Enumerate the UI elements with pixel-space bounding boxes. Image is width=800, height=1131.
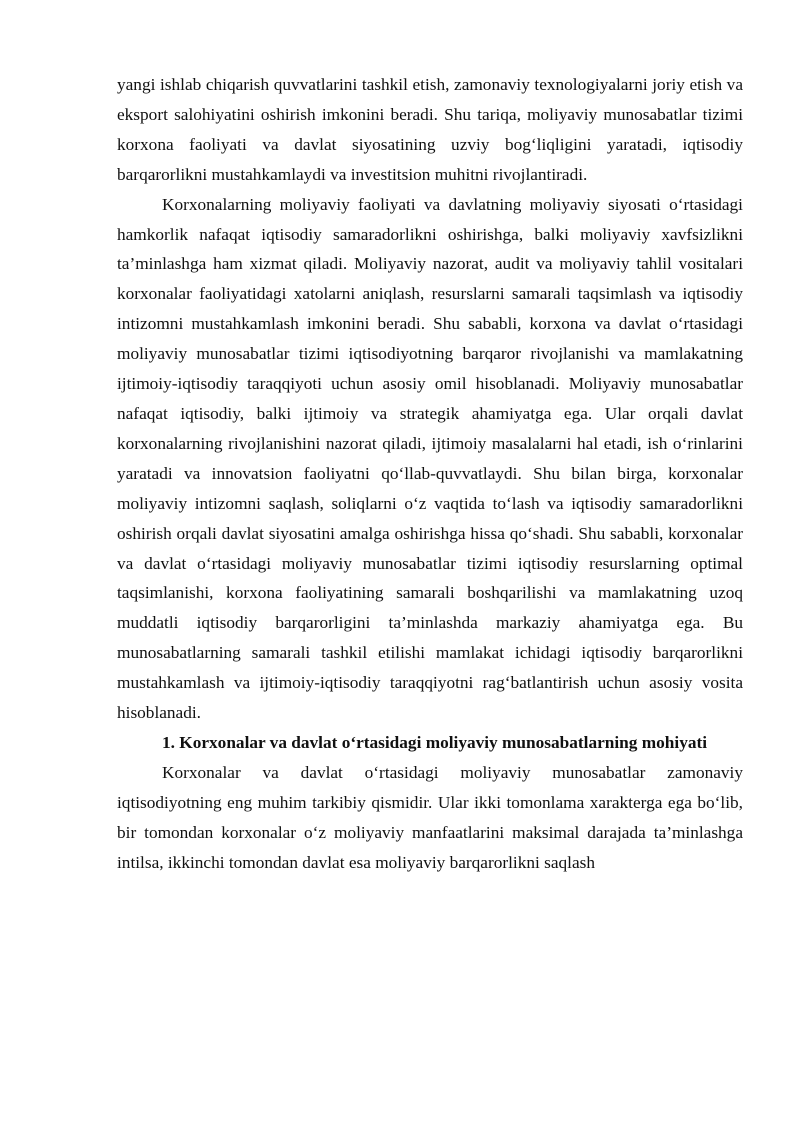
- paragraph-essence: Korxonalar va davlat o‘rtasidagi moliyaviy munosabatlar zamonaviy iqtisodiyotning eng muhim tarkibiy qismidir. Ular ikki tomonlama xarakterga ega bo‘lib, bir tomondan korxonalar o‘z moliyaviy manfaatlarini maksimal darajada ta’minlashga intilsa, ikkinchi tomondan davlat esa moliyaviy barqarorlikni saqlash: [117, 762, 743, 872]
- paragraph-continuation: yangi ishlab chiqarish quvvatlarini tashkil etish, zamonaviy texnologiyalarni joriy etish va eksport salohiyatini oshirish imkonini beradi. Shu tariqa, moliyaviy munosabatlar tizimi korxona faoliyati va davlat siyosatining uzviy bog‘liqligini yaratadi, iqtisodiy barqarorlikni mustahkamlaydi va investitsion muhitni rivojlantiradi.: [117, 75, 743, 184]
- paragraph-cooperation: Korxonalarning moliyaviy faoliyati va davlatning moliyaviy siyosati o‘rtasidagi hamkorlik nafaqat iqtisodiy samaradorlikni oshirishga, balki moliyaviy xavfsizlikni ta’minlashga ham xizmat qiladi. Moliyaviy nazorat, audit va moliyaviy tahlil vositalari korxonalar faoliyatidagi xatolarni aniqlash, resurslarni samarali taqsimlash va iqtisodiy intizomni mustahkamlash imkonini beradi. Shu sababli, korxona va davlat o‘rtasidagi moliyaviy munosabatlar tizimi iqtisodiyotning barqaror rivojlanishi va mamlakatning ijtimoiy-iqtisodiy taraqqiyoti uchun asosiy omil hisoblanadi. Moliyaviy munosabatlar nafaqat iqtisodiy, balki ijtimoiy va strategik ahamiyatga ega. Ular orqali davlat korxonalarning rivojlanishini nazorat qiladi, ijtimoiy masalalarni hal etadi, ish o‘rinlarini yaratadi va innovatsion faoliyatni qo‘llab-quvvatlaydi. Shu bilan birga, korxonalar moliyaviy intizomni saqlash, soliqlarni o‘z vaqtida to‘lash va iqtisodiy samaradorlikni oshirish orqali davlat siyosatini amalga oshirishga hissa qo‘shadi. Shu sababli, korxonalar va davlat o‘rtasidagi moliyaviy munosabatlar tizimi iqtisodiy resurslarning optimal taqsimlanishi, korxona faoliyatining samarali boshqarilishi va mamlakatning uzoq muddatli iqtisodiy barqarorligini ta’minlashda markaziy ahamiyatga ega. Bu munosabatlarning samarali tashkil etilishi mamlakat ichidagi iqtisodiy barqarorlikni mustahkamlash va ijtimoiy-iqtisodiy taraqqiyotni rag‘batlantirish uchun asosiy vosita hisoblanadi.: [117, 194, 743, 723]
- section-heading: 1. Korxonalar va davlat o‘rtasidagi moliyaviy munosabatlarning mohiyati: [162, 732, 708, 752]
- document-page: [117, 70, 743, 877]
